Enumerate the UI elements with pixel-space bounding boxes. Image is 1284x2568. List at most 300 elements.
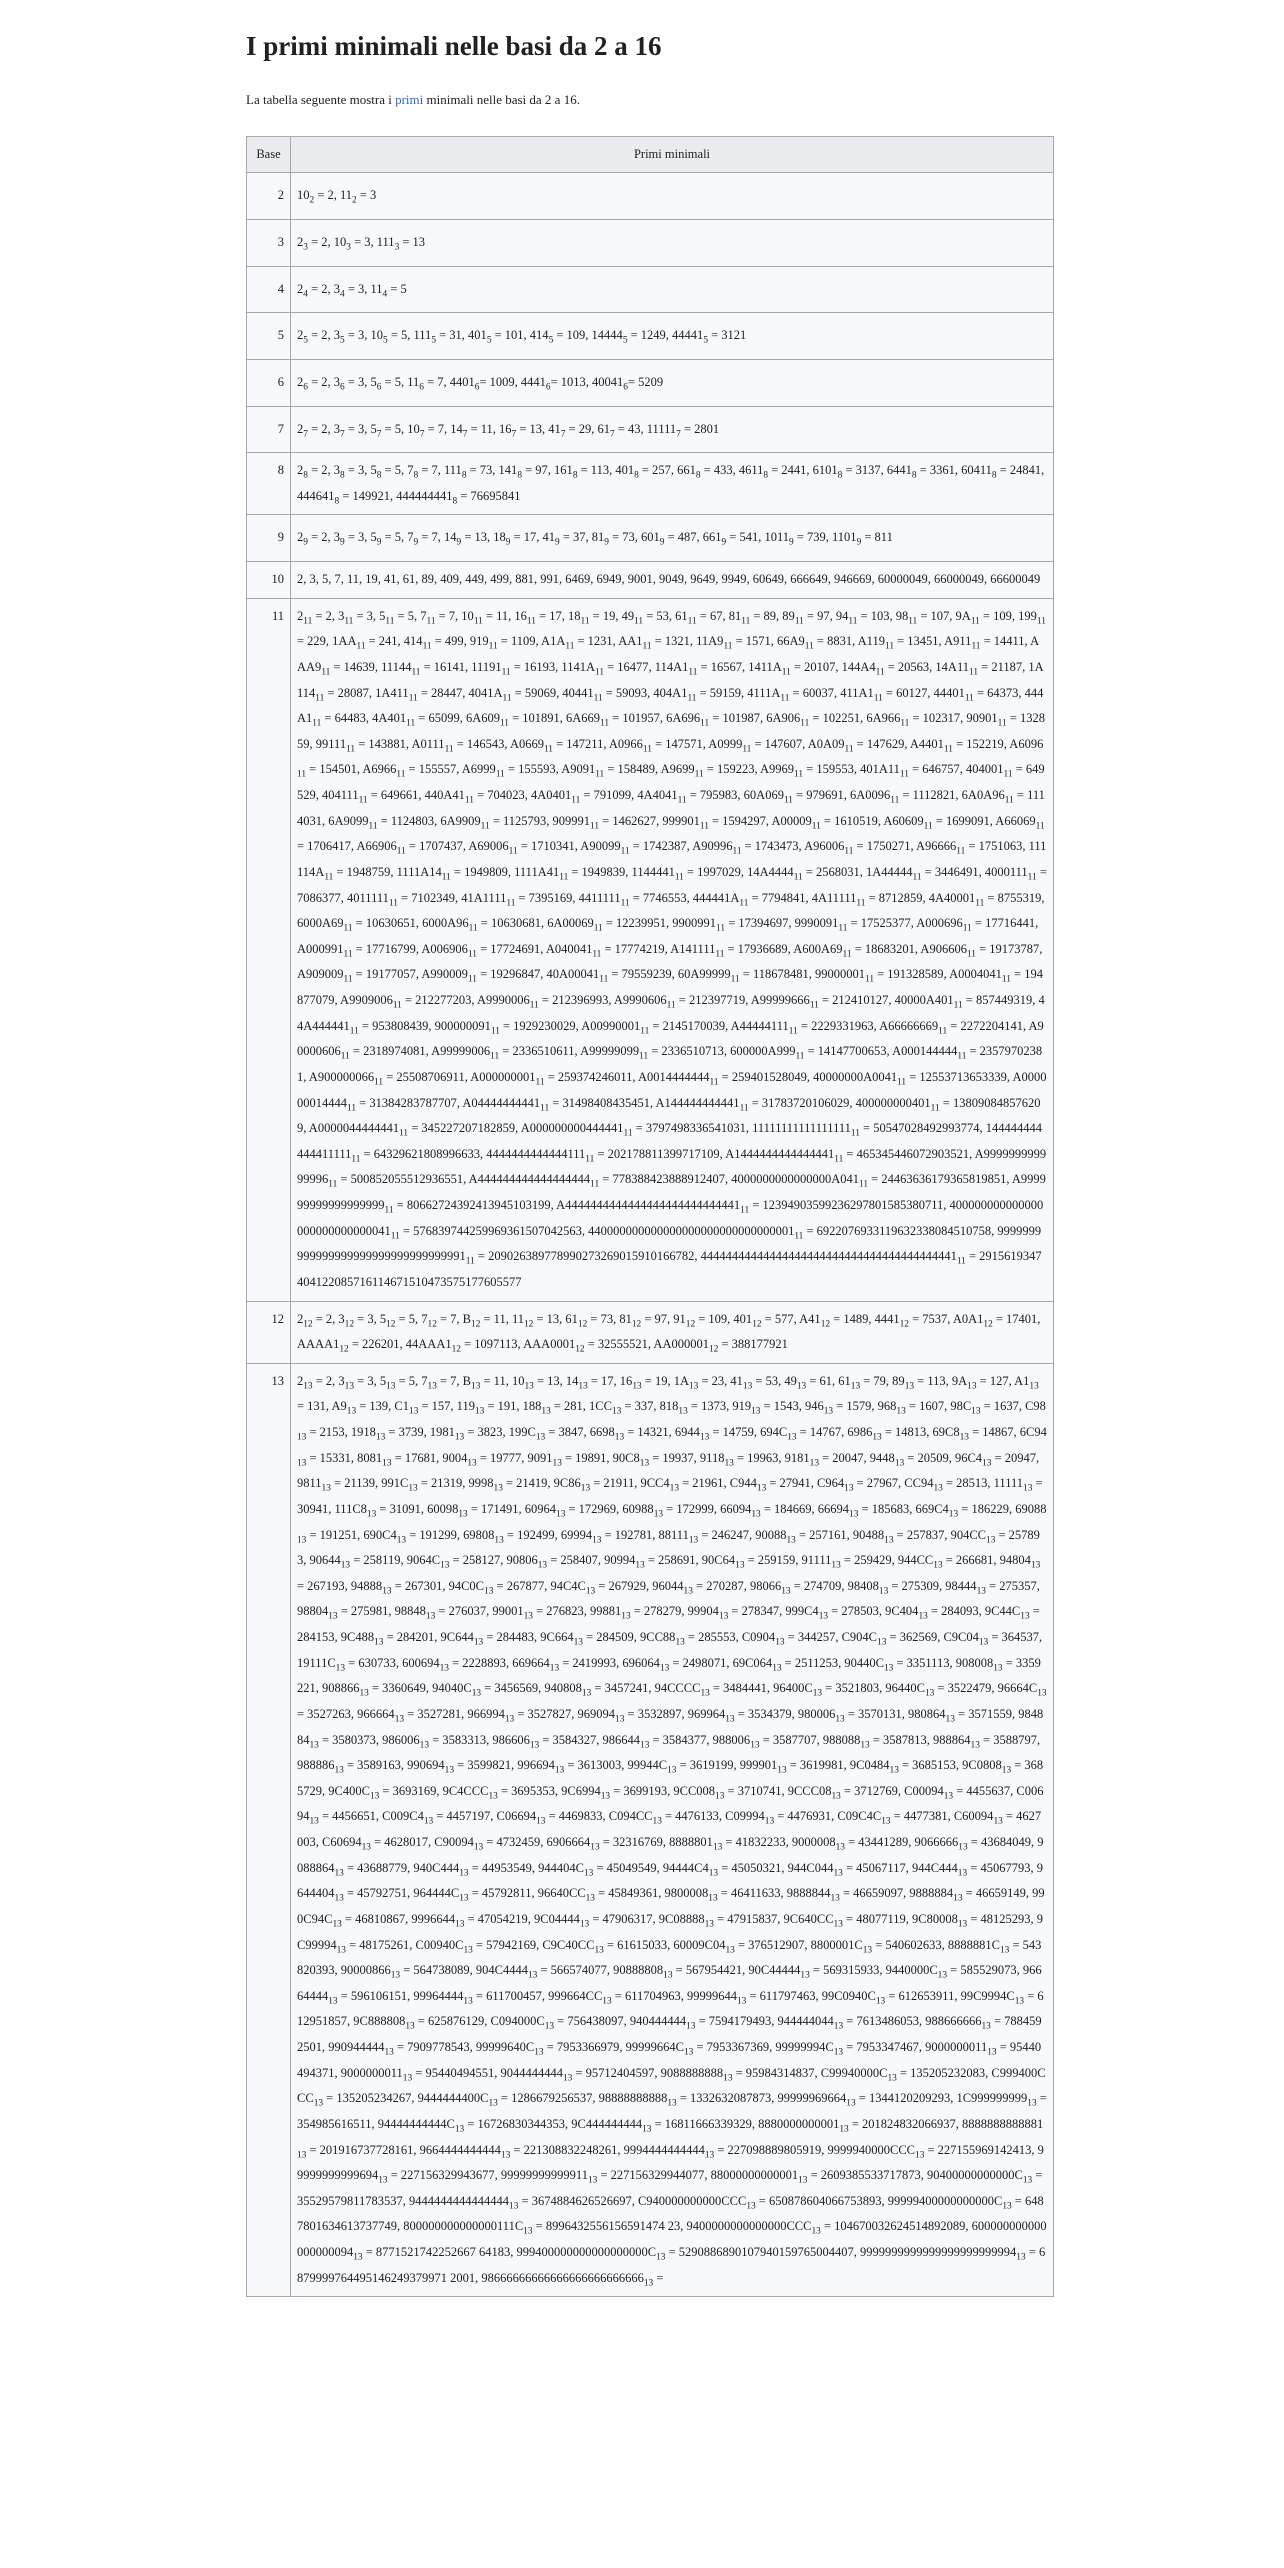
base-subscript: 7 <box>419 428 425 439</box>
primes-text: = 3570131, 980864 <box>844 1706 946 1721</box>
primes-text: = 45792751, 964444C <box>343 1886 460 1901</box>
primes-text: = 13 <box>399 235 426 249</box>
base-subscript: 13 <box>484 1586 494 1597</box>
base-subscript: 11 <box>730 974 740 985</box>
primes-text: = 28447, 4041A <box>417 685 503 700</box>
primes-text: = 284153, 9C488 <box>297 1604 1040 1644</box>
base-subscript: 13 <box>473 1842 484 1853</box>
base-subscript: 8 <box>763 470 769 481</box>
primes-text: = 135205232083, C999400CCC <box>297 2065 1046 2106</box>
primes-text: = 5290886890107940159765004407, 9999999999999999999999994 <box>665 2245 1017 2259</box>
primes-text: = 7102349, 41A1111 <box>397 890 507 905</box>
primes-text: = 276823, 99881 <box>532 1604 622 1619</box>
primes-text: = 18683201, A906606 <box>851 941 967 956</box>
base-subscript: 13 <box>746 2201 756 2212</box>
base-subscript: 11 <box>590 1179 600 1190</box>
base-subscript: 13 <box>844 1483 854 1494</box>
primes-text: = 14867, 6C94 <box>968 1425 1047 1439</box>
primes-text: = 267193, 94888 <box>297 1578 383 1593</box>
primes-text: = 1929230029, A00990001 <box>499 1018 641 1033</box>
base-subscript: 13 <box>536 1816 546 1827</box>
base-subscript: 6 <box>303 382 308 393</box>
primes-text: = 569315933, 9440000C <box>809 1963 938 1978</box>
base-subscript: 11 <box>490 1051 500 1062</box>
base-subscript: 11 <box>783 795 793 806</box>
primes-text: = 61615033, 60009C04 <box>603 1937 726 1952</box>
base-subscript: 13 <box>943 1791 954 1802</box>
primes-text: = 25508706911, A000000001 <box>383 1069 536 1084</box>
primes-text: = 1286679256537, 98888888888 <box>497 2091 668 2106</box>
base-subscript: 11 <box>593 692 603 703</box>
primes-cell <box>291 1363 1054 2297</box>
base-subscript: 9 <box>376 537 382 548</box>
primes-text: = 14813, 69C8 <box>881 1425 960 1439</box>
primes-text: = 13, 61 <box>533 1311 578 1326</box>
primes-text: = 6487801634613737749, 800000000000000111C <box>297 2193 1044 2234</box>
primes-text: = 3, 5 <box>344 374 377 389</box>
base-subscript: 11 <box>1027 872 1037 883</box>
primes-text: = 31783720106029, 400000000401 <box>748 1095 931 1110</box>
intro-text-after: minimali nelle basi da 2 a 16. <box>423 91 580 107</box>
base-subscript: 11 <box>1004 795 1014 806</box>
base-subscript: 11 <box>864 974 874 985</box>
base-subscript: 11 <box>623 1128 633 1139</box>
base-subscript: 11 <box>694 769 704 780</box>
base-subscript: 11 <box>297 769 307 780</box>
base-subscript: 13 <box>409 1406 419 1417</box>
primes-text: = 2, 3 <box>312 1373 345 1388</box>
primes-text: = 23579702381, A900000066 <box>297 1044 1043 1084</box>
primes-text: = 7953347467, 9000000011 <box>843 2040 988 2054</box>
primes-text: = 1579, 968 <box>833 1399 897 1414</box>
primes-text: = 7884592501, 990944444 <box>297 2014 1042 2054</box>
base-subscript: 5 <box>340 335 345 346</box>
primes-text: = 118678481, 99000001 <box>739 967 865 982</box>
base-subscript: 4 <box>340 288 345 299</box>
base-subscript: 13 <box>642 2124 652 2135</box>
primes-text: = 10630651, 6000A96 <box>352 916 469 931</box>
base-subscript: 11 <box>740 1205 750 1216</box>
base-subscript: 11 <box>844 744 854 755</box>
base-subscript: 12 <box>899 1318 909 1329</box>
base-subscript: 7 <box>610 428 615 439</box>
primes-text: = 184669, 66694 <box>760 1501 850 1516</box>
primes-text: = 284509, 9CC88 <box>582 1630 676 1644</box>
base-cell: 5 <box>247 313 291 360</box>
primes-text: = 7953366979, 99999664C <box>543 2040 684 2054</box>
base-subscript: 11 <box>411 667 421 678</box>
base-subscript: 13 <box>656 2252 666 2263</box>
primes-text: = 20047, 9448 <box>819 1450 895 1465</box>
primes-text: = 226201, 44AAA1 <box>348 1337 452 1352</box>
primes-text: = 611700457, 999664CC <box>472 1988 603 2003</box>
base-subscript: 11 <box>715 949 725 960</box>
primes-text: = 1013, 40041 <box>550 374 624 389</box>
primes-text: = 48175261, C00940C <box>345 1937 464 1952</box>
primes-text: = 101957, 6A696 <box>609 711 701 726</box>
primes-text: 2 <box>297 530 304 545</box>
primes-text: = 433, 4611 <box>700 463 764 478</box>
primes-text: = 209026389778990273269015910166782, 44444444444444444444444444444444444444441 <box>474 1249 957 1264</box>
primes-text: 2 <box>297 608 304 623</box>
base-subscript: 11 <box>964 692 974 703</box>
base-subscript: 13 <box>579 1919 590 1930</box>
primes-text: = 191328589, A0004041 <box>874 967 1002 982</box>
primes-text: = 649529, 404111 <box>297 762 1045 802</box>
primes-text: = 2, 11 <box>314 188 353 203</box>
base-subscript: 11 <box>390 1230 400 1241</box>
base-subscript: 13 <box>405 2021 415 2032</box>
primes-text: = 46810867, 9996644 <box>341 1911 456 1926</box>
base-subscript: 11 <box>343 949 353 960</box>
base-subscript: 11 <box>593 923 603 934</box>
primes-text: 2 <box>297 1373 304 1388</box>
base-subscript: 13 <box>423 1816 434 1827</box>
primes-text: = 270287, 98066 <box>692 1578 782 1593</box>
base-subscript: 11 <box>592 949 602 960</box>
base-subscript: 8 <box>334 496 340 507</box>
base-subscript: 11 <box>739 897 749 908</box>
base-subscript: 11 <box>890 795 900 806</box>
base-subscript: 13 <box>494 1534 504 1545</box>
primes-text: = 44953549, 944404C <box>468 1860 584 1875</box>
base-subscript: 13 <box>467 1457 477 1468</box>
primes-text: = 3587707, 988088 <box>759 1732 861 1747</box>
primes-text: = 43684049, 9088864 <box>297 1835 1044 1875</box>
base-subscript: 11 <box>997 718 1007 729</box>
primes-text: = 11, 16 <box>482 608 527 623</box>
primes-text: = 17724691, A040041 <box>476 941 593 956</box>
base-subscript: 13 <box>835 1842 845 1853</box>
primes-text: = 171491, 60964 <box>467 1501 557 1516</box>
primes-text: = 3527281, 966994 <box>404 1706 505 1721</box>
primes-text: = 3685729, 9C400C <box>297 1758 1044 1798</box>
base-subscript: 13 <box>297 1534 307 1545</box>
primes-text: = 3, 5 <box>353 608 386 623</box>
primes-text: = 6879999764495146249379971 2001, 98666666666666666666666666 <box>297 2245 1046 2285</box>
base-subscript: 13 <box>366 1509 377 1520</box>
primes-text: = 143881, A0111 <box>355 736 445 751</box>
base-subscript: 11 <box>535 1077 545 1088</box>
base-subscript: 13 <box>580 1483 591 1494</box>
base-subscript: 11 <box>781 667 791 678</box>
primes-text: = 21187, 1A114 <box>297 659 1044 700</box>
primes-text: = 3361, 60411 <box>916 463 992 478</box>
base-subscript: 13 <box>408 1483 418 1494</box>
base-subscript: 13 <box>724 1457 734 1468</box>
primes-text: = 227155969142413, 99999999999694 <box>297 2142 1044 2183</box>
primes-text: = 276037, 99001 <box>435 1604 524 1619</box>
primes-text: = 47054219, 9C04444 <box>464 1911 580 1926</box>
base-subscript: 9 <box>413 537 419 548</box>
primes-text: = 146543, A0669 <box>453 736 544 751</box>
primes-text: = 17681, 9004 <box>391 1450 468 1465</box>
primes-text: = 60127, 44401 <box>882 685 965 700</box>
base-subscript: 11 <box>795 1051 805 1062</box>
primes-text: = 14767, 6986 <box>796 1425 873 1439</box>
primes-text: = 2, 10 <box>307 235 347 249</box>
base-subscript: 13 <box>849 1509 859 1520</box>
base-subscript: 13 <box>688 1534 699 1545</box>
primes-text: = 59159, 4111A <box>696 685 781 700</box>
base-subscript: 11 <box>349 1025 359 1036</box>
primes-text: = 257893, 90644 <box>297 1527 1040 1568</box>
table-row <box>247 220 1054 267</box>
primes-text: = 7537, A0A1 <box>908 1311 984 1326</box>
primes-text: = 45050321, 944C044 <box>718 1860 834 1875</box>
primes-text: = 113, 9A <box>914 1373 968 1388</box>
primes-text: = 612951857, 9C888808 <box>297 1988 1044 2029</box>
primes-text: = 95984314837, C99940000C <box>732 2065 888 2080</box>
base-subscript: 11 <box>1003 769 1013 780</box>
base-subscript: 11 <box>328 1179 338 1190</box>
primes-text: = 64483, 4A401 <box>321 711 407 726</box>
primes-text: = 13, 41 <box>516 421 561 436</box>
base-subscript: 6 <box>340 382 345 393</box>
base-subscript: 11 <box>900 718 910 729</box>
primes-text: = 1543, 946 <box>760 1399 824 1414</box>
primes-text: = 13, 18 <box>461 530 506 545</box>
intro-paragraph <box>246 92 1056 108</box>
primes-text: = 3484441, 96400C <box>709 1681 813 1696</box>
primes-text: = 3580373, 986006 <box>318 1732 420 1747</box>
primes-text: = 650878604066753893, 99999400000000000C <box>755 2193 1003 2208</box>
base-subscript: 11 <box>856 897 866 908</box>
base-subscript: 13 <box>303 1381 313 1392</box>
base-subscript: 11 <box>923 820 933 831</box>
primes-text: = 1097113, AAA0001 <box>460 1337 576 1352</box>
base-subscript: 5 <box>486 335 492 346</box>
base-subscript: 5 <box>431 335 436 346</box>
primes-text: = 1750271, A96666 <box>853 839 957 854</box>
base-subscript: 11 <box>800 718 810 729</box>
base-subscript: 11 <box>912 872 922 883</box>
intro-text-before: La tabella seguente mostra i <box>246 91 396 107</box>
primes-text: = 567954421, 90C44444 <box>672 1963 801 1978</box>
primes-text: = 28087, 1A411 <box>324 685 409 700</box>
base-subscript: 13 <box>781 1586 791 1597</box>
base-subscript: 13 <box>959 1432 969 1443</box>
base-subscript: 12 <box>451 1344 461 1355</box>
base-subscript: 11 <box>571 795 581 806</box>
base-subscript: 13 <box>587 2175 598 2186</box>
primes-text: = 16141, 11191 <box>420 659 502 674</box>
base-subscript: 13 <box>875 1996 886 2007</box>
base-subscript: 13 <box>831 1560 841 1571</box>
primes-text: = 16567, 1411A <box>697 659 782 674</box>
primi-link[interactable]: primi <box>395 91 424 107</box>
primes-text: = 3, 11 <box>344 281 383 296</box>
primes-text: = 3351113, 908008 <box>893 1655 994 1670</box>
primes-text: = 43688779, 940C444 <box>343 1860 460 1875</box>
base-subscript: 9 <box>303 537 308 548</box>
base-subscript: 11 <box>565 641 575 652</box>
primes-text: = 21961, C944 <box>679 1476 757 1491</box>
base-subscript: 13 <box>621 1611 631 1622</box>
minimal-primes-table <box>246 136 1054 2298</box>
base-subscript: 11 <box>526 615 536 626</box>
primes-text: = 20107, 144A4 <box>790 659 876 674</box>
primes-text: = 19173787, A909009 <box>297 941 1043 982</box>
base-subscript: 13 <box>775 1637 785 1648</box>
base-subscript: 11 <box>480 820 490 831</box>
base-subscript: 11 <box>873 692 883 703</box>
base-subscript: 13 <box>933 1560 943 1571</box>
base-subscript: 11 <box>426 615 436 626</box>
base-subscript: 13 <box>640 1739 650 1750</box>
base-subscript: 11 <box>502 692 512 703</box>
base-subscript: 11 <box>938 1025 948 1036</box>
primes-text: = 37, 81 <box>559 530 605 545</box>
base-subscript: 11 <box>343 923 353 934</box>
base-subscript: 13 <box>528 1970 538 1981</box>
base-subscript: 13 <box>488 2098 498 2109</box>
table-row <box>247 562 1054 599</box>
primes-text: = 31384283787707, A04444444441 <box>356 1095 541 1110</box>
base-subscript: 13 <box>833 2047 844 2058</box>
primes-text: = 19963, 9181 <box>733 1450 810 1465</box>
base-subscript: 6 <box>376 382 382 393</box>
base-subscript: 13 <box>297 1457 307 1468</box>
base-subscript: 13 <box>592 1534 602 1545</box>
base-subscript: 13 <box>1030 1560 1041 1571</box>
base-subscript: 13 <box>772 1662 782 1673</box>
base-subscript: 13 <box>833 1919 843 1930</box>
primes-text: = 3359221, 908866 <box>297 1655 1041 1696</box>
primes-text: = 2, 3 <box>307 281 340 296</box>
primes-text: = 1112821, 6A0A96 <box>899 788 1005 802</box>
primes-text: = 7909778543, 99999640C <box>393 2040 535 2054</box>
base-subscript: 13 <box>786 1534 796 1545</box>
primes-text: = 576839744259969361507042563, 440000000000000000000000000000001 <box>399 1223 795 1238</box>
primes-text: = 79559239, 60A99999 <box>608 967 731 982</box>
base-subscript: 13 <box>425 1611 436 1622</box>
primes-text: = 7794841, 4A11111 <box>748 890 857 905</box>
primes-text: = 1009, 4441 <box>479 374 546 389</box>
primes-text: = 3583313, 986606 <box>429 1732 530 1747</box>
primes-text: = 2498071, 69C064 <box>669 1655 773 1670</box>
primes-text: = 17774219, A141111 <box>601 941 716 956</box>
base-subscript: 13 <box>334 1893 344 1904</box>
primes-text: = 8755319, 6000A69 <box>297 890 1045 931</box>
primes-text: = 59069, 40441 <box>511 685 594 700</box>
primes-text: = 4469833, C094CC <box>545 1809 653 1824</box>
primes-text: = 3739, 1981 <box>385 1425 455 1439</box>
primes-text: = 3613003, 99944C <box>564 1758 668 1773</box>
table-row <box>247 266 1054 313</box>
base-subscript: 13 <box>667 1765 677 1776</box>
primes-text: = 43441289, 9066666 <box>844 1835 959 1849</box>
primes-text: = 221308832248261, 9994444444444 <box>510 2142 705 2157</box>
primes-text: = 109, 199 <box>979 608 1037 623</box>
primes-text: = 97, 94 <box>803 608 849 623</box>
primes-text: = 95440494551, 9044444444 <box>412 2065 563 2080</box>
base-cell: 11 <box>247 598 291 1301</box>
base-subscript: 13 <box>374 1637 384 1648</box>
primes-text: = 257161, 90488 <box>795 1527 885 1542</box>
base-subscript: 13 <box>390 1970 401 1981</box>
base-subscript: 13 <box>904 1381 915 1392</box>
table-row <box>247 359 1054 406</box>
base-subscript: 13 <box>375 1432 386 1443</box>
primes-text: = 3584327, 986644 <box>539 1732 641 1747</box>
base-subscript: 13 <box>796 1381 807 1392</box>
primes-text: = 7, 10 <box>435 608 474 623</box>
primes-cell <box>291 562 1054 599</box>
primes-text: = 3847, 6698 <box>545 1425 615 1439</box>
base-subscript: 13 <box>444 1765 455 1776</box>
primes-text: = 45067793, 9644404 <box>297 1860 1043 1901</box>
base-subscript: 12 <box>344 1318 355 1329</box>
primes-text: = 53, 61 <box>643 608 688 623</box>
primes-text: = 7746553, 444441A <box>629 890 740 905</box>
primes-text: = 376512907, 8800001C <box>734 1937 863 1952</box>
base-subscript: 13 <box>346 1406 357 1417</box>
primes-text: = 4456651, C009C4 <box>318 1809 424 1824</box>
base-subscript: 13 <box>471 1688 482 1699</box>
base-subscript: 5 <box>383 335 388 346</box>
primes-text: = 4457197, C06694 <box>433 1809 537 1824</box>
primes-text: = 2, 3 <box>312 1311 345 1326</box>
base-subscript: 13 <box>463 1944 473 1955</box>
primes-text: = 2801 <box>680 421 720 436</box>
primes-text: = 60037, 411A1 <box>789 685 874 700</box>
base-subscript: 13 <box>340 1560 351 1571</box>
base-subscript: 13 <box>1027 2098 1037 2109</box>
primes-text: = 101891, 6A669 <box>508 711 601 726</box>
base-subscript: 13 <box>712 1842 723 1853</box>
primes-text: = 3710741, 9CCC08 <box>724 1783 832 1798</box>
primes-text: = 227098889805919, 9999940000CCC <box>714 2142 916 2157</box>
base-subscript: 11 <box>700 718 710 729</box>
base-subscript: 13 <box>454 1432 465 1443</box>
primes-cell <box>291 515 1054 562</box>
base-subscript: 11 <box>464 795 474 806</box>
primes-text: = 3457241, 94CCCC <box>591 1681 701 1696</box>
primes-cell <box>291 453 1054 515</box>
primes-text: = 20509, 96C4 <box>904 1450 983 1465</box>
primes-text: = 65099, 6A609 <box>415 711 500 726</box>
base-subscript: 11 <box>344 615 354 626</box>
primes-text: = 194877079, A9909006 <box>297 967 1043 1007</box>
base-subscript: 12 <box>752 1318 762 1329</box>
base-subscript: 13 <box>884 1534 894 1545</box>
base-subscript: 13 <box>635 1560 645 1571</box>
base-subscript: 13 <box>440 1560 450 1571</box>
base-subscript: 13 <box>474 1406 485 1417</box>
primes-text: = 24841, 444641 <box>297 463 1045 503</box>
base-subscript: 11 <box>585 1154 595 1165</box>
base-cell: 12 <box>247 1301 291 1363</box>
primes-text: = 19, 49 <box>589 608 635 623</box>
base-cell: 10 <box>247 562 291 599</box>
base-subscript: 11 <box>347 1102 357 1113</box>
primes-text: = 73, 81 <box>587 1311 632 1326</box>
base-subscript: 11 <box>529 1000 539 1011</box>
base-subscript: 8 <box>413 470 419 481</box>
base-subscript: 13 <box>556 1509 566 1520</box>
primes-text: = 364537, 19111C <box>297 1630 1043 1670</box>
base-subscript: 8 <box>340 470 345 481</box>
base-subscript: 13 <box>396 1534 407 1545</box>
primes-text: = 241, 414 <box>365 634 423 649</box>
primes-text: = 1997029, 14A4444 <box>683 864 794 879</box>
primes-text: = 16193, 1141A <box>510 659 595 674</box>
primes-text: = 611704963, 99999644 <box>611 1988 737 2003</box>
primes-text: = 257, 661 <box>638 463 696 478</box>
primes-text: = 14759, 694C <box>709 1425 788 1439</box>
primes-text: = 4627003, C60694 <box>297 1809 1042 1849</box>
